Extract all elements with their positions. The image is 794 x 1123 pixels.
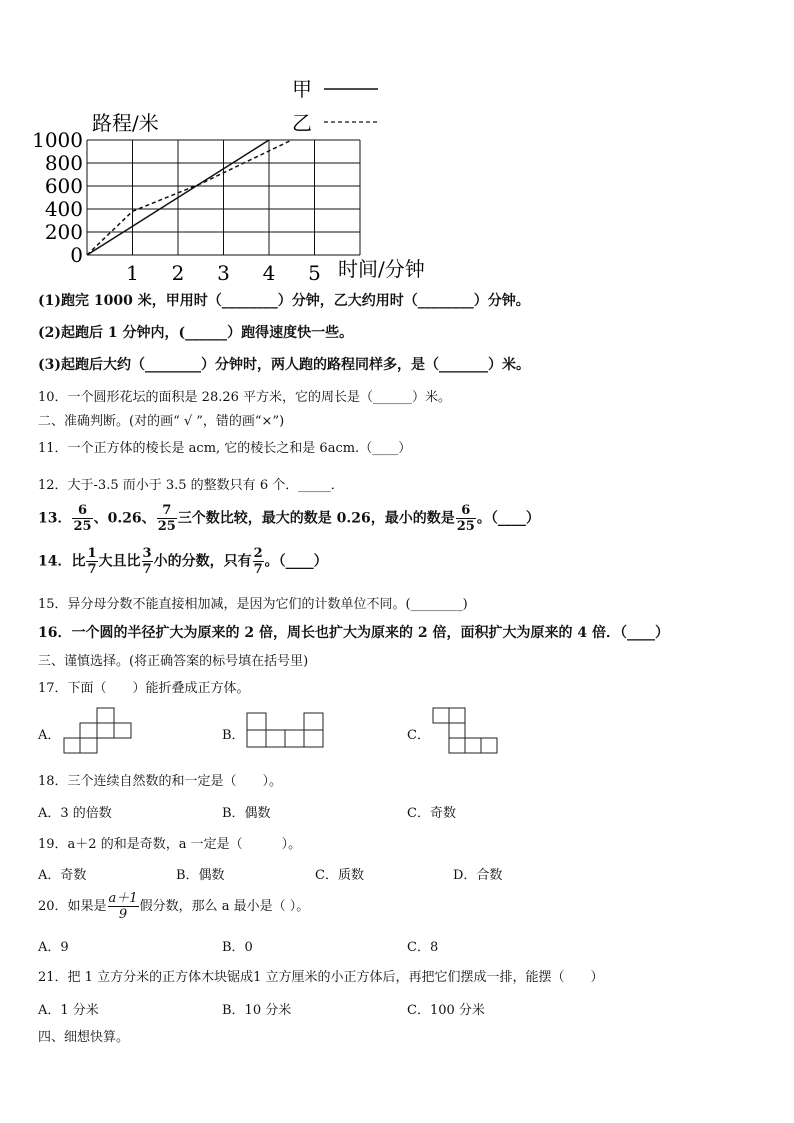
x-tick-label: 5 bbox=[308, 261, 321, 285]
q17-option-a-label: A． bbox=[38, 728, 61, 743]
q13-fraction-3: $\frac{6}{25}$ bbox=[456, 503, 475, 534]
section-4-heading: 四、细想快算。 bbox=[38, 1030, 130, 1045]
section-2-heading: 二、准确判断。(对的画“ √ ”，错的画“×”) bbox=[38, 414, 285, 429]
x-axis-label: 时间/分钟 bbox=[338, 257, 425, 281]
question-13: 13． $\frac{6}{25}$ 、0.26、 $\frac{7}{25}$ 三个数比较，最大的数是 0.26，最小的数是 $\frac{6}{25}$ 。（____） bbox=[38, 503, 540, 534]
series-yi-line bbox=[87, 140, 292, 255]
distance-time-chart bbox=[30, 70, 450, 285]
q19-option-a: A．奇数 bbox=[38, 868, 87, 883]
question-21-stem: 21．把 1 立方分米的正方体木块锯成1 立方厘米的小正方体后，再把它们摆成一排，能摆（ ） bbox=[38, 970, 604, 985]
question-14: 14．比 $\frac{1}{7}$ 大且比 $\frac{3}{7}$ 小的分数，只有 $\frac{2}{7}$ 。（____） bbox=[38, 546, 328, 577]
question-19-stem: 19．a＋2 的和是奇数，a 一定是（ ）。 bbox=[38, 837, 302, 852]
q19-option-b: B．偶数 bbox=[176, 868, 225, 883]
q9-part1: (1)跑完 1000 米，甲用时（________）分钟，乙大约用时（________）分钟。 bbox=[38, 293, 530, 309]
q18-option-b: B．偶数 bbox=[222, 806, 271, 821]
q20-option-c: C．8 bbox=[407, 940, 439, 955]
q14-fraction-3: $\frac{2}{7}$ bbox=[253, 546, 263, 577]
q21-option-c: C．100 分米 bbox=[407, 1003, 485, 1018]
q17-net-a bbox=[63, 707, 135, 757]
question-10: 10．一个圆形花坛的面积是 28.26 平方米，它的周长是（______）米。 bbox=[38, 390, 452, 405]
x-tick-label: 3 bbox=[217, 261, 230, 285]
legend-yi-label: 乙 bbox=[292, 111, 312, 135]
question-11: 11．一个正方体的棱长是 acm, 它的棱长之和是 6acm.（____） bbox=[38, 441, 412, 456]
q13-fraction-1: $\frac{6}{25}$ bbox=[73, 503, 92, 534]
question-12: 12．大于-3.5 而小于 3.5 的整数只有 6 个．_____． bbox=[38, 478, 344, 493]
q20-option-b: B．0 bbox=[222, 940, 253, 955]
q13-number: 13． bbox=[38, 510, 72, 527]
q21-option-a: A．1 分米 bbox=[38, 1003, 99, 1018]
q17-net-c bbox=[432, 707, 498, 757]
chart-ticks bbox=[32, 128, 321, 285]
y-tick-label: 800 bbox=[44, 151, 83, 175]
question-18-stem: 18．三个连续自然数的和一定是（ ）。 bbox=[38, 774, 283, 789]
q19-option-c: C．质数 bbox=[315, 868, 364, 883]
x-tick-label: 4 bbox=[262, 261, 276, 285]
q17-net-b bbox=[246, 712, 326, 750]
y-axis-label: 路程/米 bbox=[92, 111, 159, 135]
q20-fraction: $\frac{a+1}{9}$ bbox=[108, 891, 138, 922]
q9-part2: (2)起跑后 1 分钟内，(______）跑得速度快一些。 bbox=[38, 325, 354, 341]
y-tick-label: 600 bbox=[44, 174, 83, 198]
question-16: 16．一个圆的半径扩大为原来的 2 倍，周长也扩大为原来的 2 倍，面积扩大为原来的 4 倍．（____） bbox=[38, 625, 669, 641]
y-tick-label: 1000 bbox=[32, 128, 83, 152]
q14-fraction-1: $\frac{1}{7}$ bbox=[87, 546, 97, 577]
question-20-stem: 20．如果是 $\frac{a+1}{9}$ 假分数，那么 a 最小是（ ）。 bbox=[38, 891, 310, 922]
q13-fraction-2: $\frac{7}{25}$ bbox=[157, 503, 176, 534]
q17-option-c-label: C． bbox=[407, 728, 430, 743]
y-tick-label: 200 bbox=[44, 220, 83, 244]
chart-grid bbox=[87, 140, 360, 255]
q9-part3: (3)起跑后大约（________）分钟时，两人跑的路程同样多，是（_______）米。 bbox=[38, 357, 530, 373]
x-tick-label: 1 bbox=[126, 261, 139, 285]
x-tick-label: 2 bbox=[171, 261, 185, 285]
y-tick-label: 0 bbox=[70, 243, 83, 267]
chart-lines bbox=[87, 140, 292, 255]
q18-option-c: C．奇数 bbox=[407, 806, 456, 821]
question-17-stem: 17．下面（ ）能折叠成正方体。 bbox=[38, 681, 250, 696]
q17-option-b-label: B． bbox=[222, 728, 245, 743]
q18-option-a: A．3 的倍数 bbox=[38, 806, 112, 821]
q19-option-d: D．合数 bbox=[453, 868, 503, 883]
y-tick-label: 400 bbox=[44, 197, 83, 221]
q20-option-a: A．9 bbox=[38, 940, 69, 955]
question-15: 15．异分母分数不能直接相加减，是因为它们的计数单位不同。(________) bbox=[38, 597, 468, 612]
q21-option-b: B．10 分米 bbox=[222, 1003, 292, 1018]
q14-fraction-2: $\frac{3}{7}$ bbox=[142, 546, 152, 577]
legend-jia-label: 甲 bbox=[292, 77, 312, 101]
section-3-heading: 三、谨慎选择。(将正确答案的标号填在括号里) bbox=[38, 654, 309, 669]
